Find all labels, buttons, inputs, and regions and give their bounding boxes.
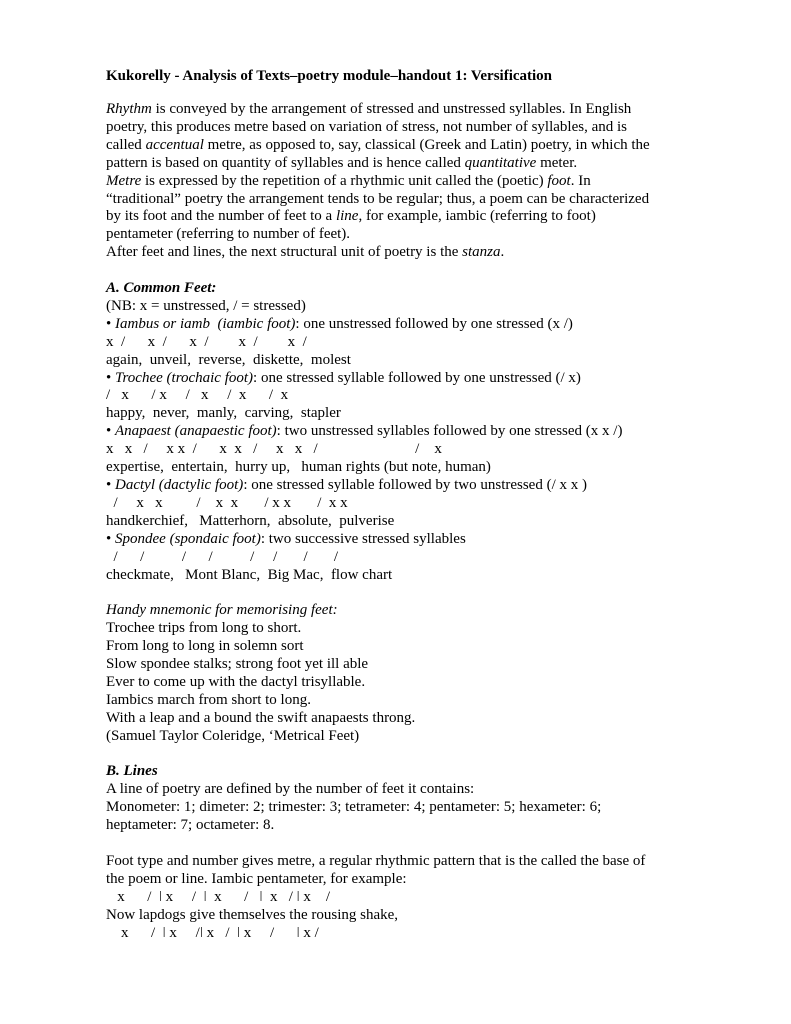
text-run: •: [106, 423, 116, 440]
text-run: : one stressed syllable followed by two unstressed (/ x x ): [243, 477, 588, 494]
text-run: , for example, iambic (referring to foot): [358, 208, 596, 225]
text-run: pattern is based on quantity of syllables and is hence called: [106, 154, 465, 171]
text-run: “traditional” poetry the arrangement tends to be regular; thus, a poem can be characterized: [106, 190, 650, 207]
text-run: •: [106, 530, 116, 547]
text-run: / x / x / x / x / x: [106, 387, 289, 404]
section-b-line: Now lapdogs give themselves the rousing shake,: [106, 906, 399, 923]
text-run: . In: [570, 172, 591, 189]
section-a-line: [106, 459, 686, 477]
intro-paragraph: [106, 101, 686, 262]
intro-line: [106, 137, 686, 155]
text-run: by its foot and the number of feet to a: [106, 208, 336, 225]
italic-term: accentual: [145, 136, 204, 153]
intro-line: [106, 119, 686, 137]
mnemonic-line: Iambics march from short to long.: [106, 691, 311, 708]
text-run: : two unstressed syllables followed by one stressed (x x /): [276, 423, 623, 440]
mnemonic-heading: Handy mnemonic for memorising feet:: [106, 602, 338, 619]
text-run: : two successive stressed syllables: [260, 530, 466, 547]
section-a-line: [106, 567, 686, 585]
section-a-line: [106, 513, 686, 531]
spacer: [106, 746, 686, 764]
text-run: •: [106, 477, 116, 494]
section-a-line: [106, 298, 686, 316]
text-run: is conveyed by the arrangement of stressed and unstressed syllables. In English: [151, 101, 632, 117]
text-run: •: [106, 369, 116, 386]
section-a-line: [106, 370, 686, 388]
spacer: [106, 584, 686, 602]
spacer: [106, 835, 686, 853]
text-run: again, unveil, reverse, diskette, molest: [106, 351, 351, 368]
intro-line: [106, 155, 686, 173]
section-a-heading: A. Common Feet:: [106, 280, 217, 297]
intro-line: [106, 226, 686, 244]
text-run: handkerchief, Matterhorn, absolute, pulverise: [106, 512, 395, 529]
section-b-line: Foot type and number gives metre, a regular rhythmic pattern that is the called the base of: [106, 853, 646, 869]
section-a-line: [106, 405, 686, 423]
mnemonic-line: From long to long in solemn sort: [106, 638, 304, 655]
section-b-line: x / ǀ x /ǀ x / ǀ x / ǀ x /: [106, 924, 319, 941]
text-run: meter.: [536, 154, 578, 171]
section-b-lines-2: [106, 853, 686, 943]
italic-term: quantitative: [464, 154, 537, 171]
text-run: : one stressed syllable followed by one unstressed (/ x): [253, 369, 581, 386]
page-title: Kukorelly - Analysis of Texts–poetry module–handout 1: Versification: [106, 68, 553, 84]
text-run: x / x / x / x / x /: [106, 333, 307, 350]
section-a-line: [106, 316, 686, 334]
text-run: / / / / / / / /: [106, 548, 339, 565]
italic-term: stanza: [462, 244, 501, 261]
text-run: •: [106, 315, 116, 332]
text-run: After feet and lines, the next structural unit of poetry is the: [106, 244, 463, 261]
mnemonic-line: With a leap and a bound the swift anapaests throng.: [106, 709, 416, 726]
spacer: [106, 85, 686, 101]
section-b-heading: B. Lines: [106, 763, 158, 780]
section-b-line: the poem or line. Iambic pentameter, for example:: [106, 870, 407, 887]
text-run: is expressed by the repetition of a rhythmic unit called the (poetic): [141, 172, 548, 189]
section-a-line: [106, 423, 686, 441]
section-a-line: [106, 495, 686, 513]
document-page: [106, 67, 686, 943]
italic-term: Iambus or iamb (iambic foot): [115, 315, 296, 332]
section-a-line: [106, 549, 686, 567]
text-run: happy, never, manly, carving, stapler: [106, 405, 341, 422]
intro-line: [106, 191, 686, 209]
italic-term: Rhythm: [106, 101, 152, 117]
intro-line: [106, 244, 686, 262]
italic-term: Dactyl (dactylic foot): [115, 477, 244, 494]
text-run: metre, as opposed to, say, classical (Greek and Latin) poetry, in which the: [203, 136, 650, 153]
section-b-line: A line of poetry are defined by the number of feet it contains:: [106, 781, 475, 798]
text-run: x x / x x / x x / x x / / x: [106, 441, 442, 458]
section-a-line: [106, 441, 686, 459]
section-b-lines: [106, 781, 686, 835]
mnemonic-line: Slow spondee stalks; strong foot yet ill able: [106, 656, 369, 673]
mnemonic-lines: [106, 620, 686, 745]
italic-term: line: [335, 208, 359, 225]
text-run: poetry, this produces metre based on variation of stress, not number of syllables, and is: [106, 118, 627, 135]
italic-term: Metre: [106, 172, 142, 189]
intro-line: [106, 173, 686, 191]
text-run: / x x / x x / x x / x x: [106, 494, 348, 511]
section-a-line: [106, 334, 686, 352]
mnemonic-line: (Samuel Taylor Coleridge, ‘Metrical Feet): [106, 727, 360, 744]
italic-term: Trochee (trochaic foot): [115, 369, 254, 386]
italic-term: Anapaest (anapaestic foot): [115, 423, 277, 440]
text-run: : one unstressed followed by one stressed (x /): [295, 315, 573, 332]
mnemonic-line: Ever to come up with the dactyl trisyllable.: [106, 673, 366, 690]
section-a-line: [106, 531, 686, 549]
section-b-line: heptameter: 7; octameter: 8.: [106, 817, 275, 834]
mnemonic-line: Trochee trips from long to short.: [106, 620, 302, 637]
italic-term: foot: [547, 172, 571, 189]
text-run: .: [500, 244, 505, 261]
text-run: expertise, entertain, hurry up, human rights (but note, human): [106, 459, 491, 476]
section-b-line: Monometer: 1; dimeter: 2; trimester: 3; tetrameter: 4; pentameter: 5; hexameter: 6;: [106, 799, 602, 816]
section-a-line: [106, 352, 686, 370]
intro-line: [106, 101, 686, 119]
intro-line: [106, 208, 686, 226]
section-b-line: x / ǀ x / ǀ x / ǀ x / ǀ x /: [106, 888, 331, 905]
section-a-body: [106, 298, 686, 585]
section-a-line: [106, 387, 686, 405]
italic-term: Spondee (spondaic foot): [115, 530, 261, 547]
section-a-line: [106, 477, 686, 495]
text-run: pentameter (referring to number of feet).: [106, 226, 351, 243]
text-run: called: [106, 136, 146, 153]
text-run: checkmate, Mont Blanc, Big Mac, flow chart: [106, 566, 393, 583]
spacer: [106, 262, 686, 280]
text-run: (NB: x = unstressed, / = stressed): [106, 297, 306, 314]
